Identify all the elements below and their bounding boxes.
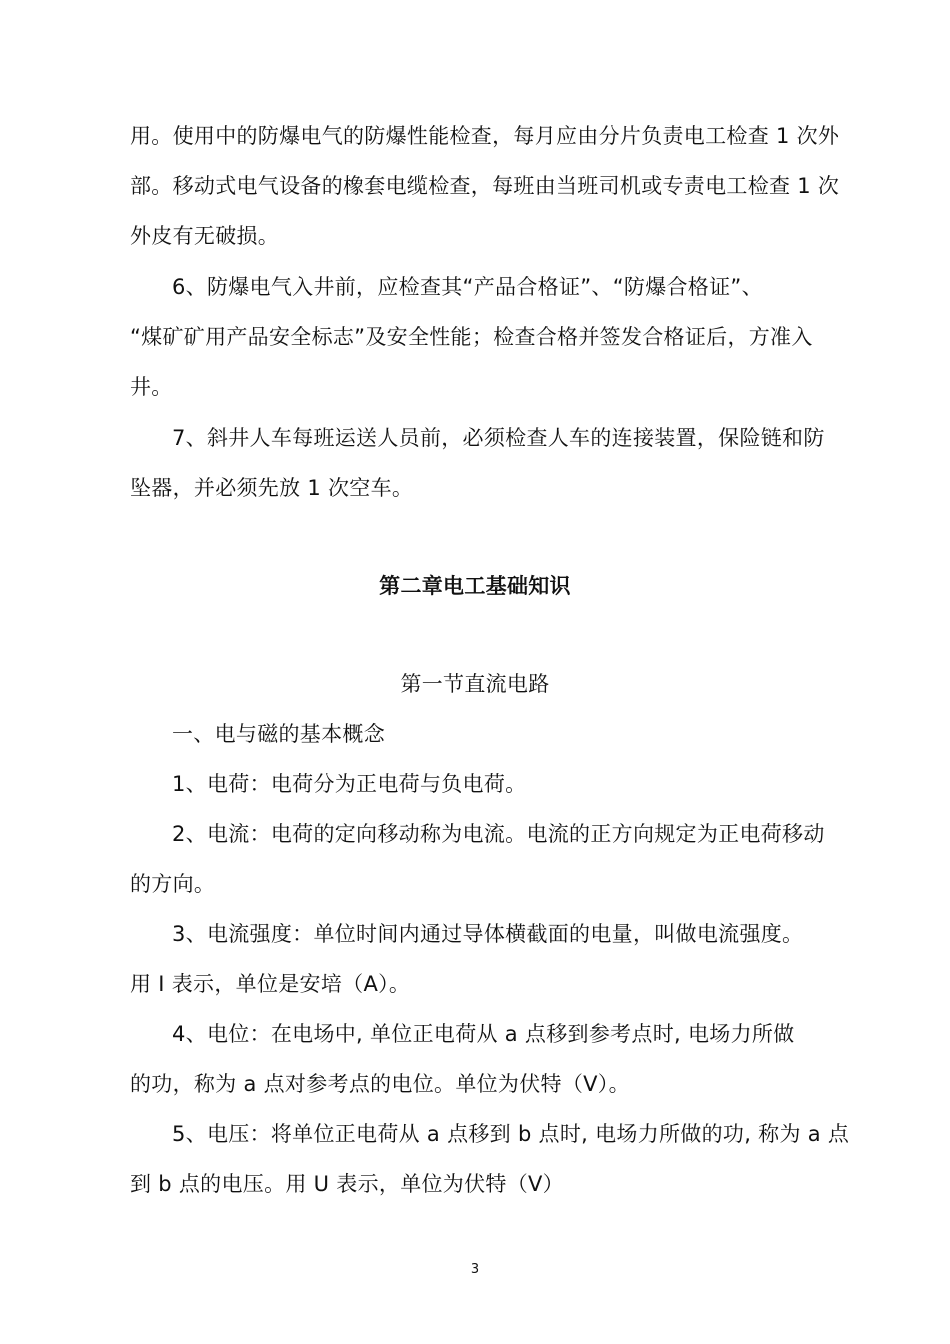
paragraph-line: 5、电压：将单位正电荷从 a 点移到 b 点时, 电场力所做的功, 称为 a 点 (172, 1122, 850, 1146)
paragraph-line: 1、电荷：电荷分为正电荷与负电荷。 (172, 772, 527, 796)
paragraph-line: 井。 (130, 375, 173, 399)
paragraph-line: 到 b 点的电压。用 U 表示，单位为伏特（V） (130, 1172, 564, 1196)
subsection-heading: 一、电与磁的基本概念 (172, 722, 385, 746)
page-number: 3 (470, 1262, 480, 1277)
paragraph-line: 的方向。 (130, 872, 216, 896)
paragraph-line: “煤矿矿用产品安全标志”及安全性能；检查合格并签发合格证后，方准入 (130, 325, 813, 349)
paragraph-line: 的功，称为 a 点对参考点的电位。单位为伏特（V）。 (130, 1072, 630, 1096)
paragraph-line: 坠器，并必须先放 1 次空车。 (130, 476, 414, 500)
paragraph-line: 6、防爆电气入井前，应检查其“产品合格证”、“防爆合格证”、 (172, 275, 763, 299)
chapter-title: 第二章电工基础知识 (379, 574, 571, 598)
paragraph-line: 4、电位：在电场中, 单位正电荷从 a 点移到参考点时, 电场力所做 (172, 1022, 795, 1046)
paragraph-line: 用。使用中的防爆电气的防爆性能检查，每月应由分片负责电工检查 1 次外 (130, 124, 840, 148)
paragraph-line: 用 I 表示，单位是安培（A）。 (130, 972, 411, 996)
paragraph-line: 7、斜井人车每班运送人员前，必须检查人车的连接装置，保险链和防 (172, 426, 825, 450)
paragraph-line: 2、电流：电荷的定向移动称为电流。电流的正方向规定为正电荷移动 (172, 822, 825, 846)
paragraph-line: 部。移动式电气设备的橡套电缆检查，每班由当班司机或专责电工检查 1 次 (130, 174, 840, 198)
section-title: 第一节直流电路 (400, 672, 550, 696)
paragraph-line: 外皮有无破损。 (130, 224, 280, 248)
paragraph-line: 3、电流强度：单位时间内通过导体横截面的电量，叫做电流强度。 (172, 922, 804, 946)
